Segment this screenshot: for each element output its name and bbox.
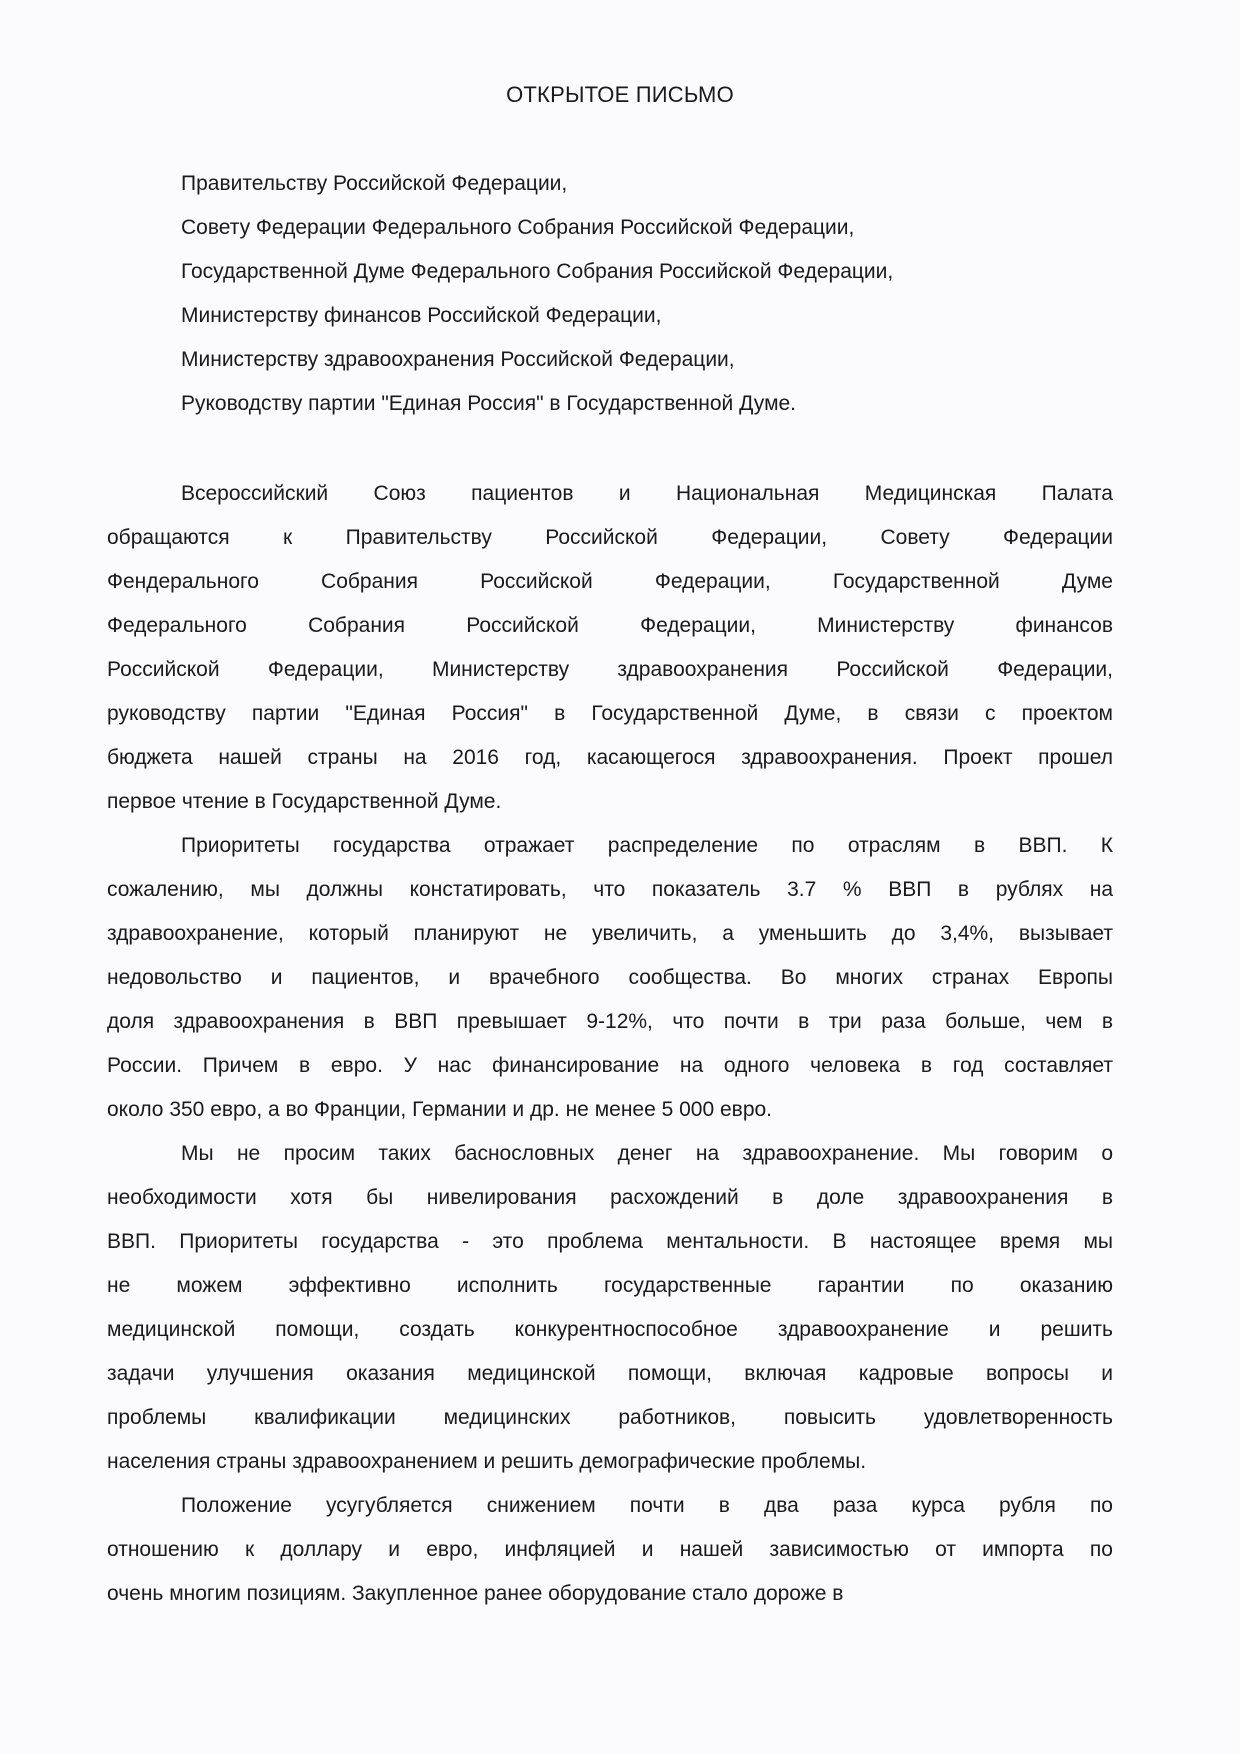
- body-paragraph: [107, 1132, 1113, 1484]
- paragraph-line: [107, 472, 1113, 516]
- paragraph-line: [107, 868, 1113, 912]
- line-text: Мы не просим таких баснословных денег на здравоохранение. Мы говорим о: [181, 1142, 1113, 1165]
- line-text: очень многим позициям. Закупленное ранее оборудование стало дороже в: [107, 1582, 844, 1605]
- line-text: недовольство и пациентов, и врачебного сообщества. Во многих странах Европы: [107, 966, 1113, 989]
- paragraph-line: [107, 1484, 1113, 1528]
- letter-body: [107, 472, 1113, 1616]
- line-text: бюджета нашей страны на 2016 год, касающегося здравоохранения. Проект прошел: [107, 746, 1113, 769]
- line-text: Всероссийский Союз пациентов и Национальная Медицинская Палата: [181, 482, 1113, 505]
- addressee-line: Правительству Российской Федерации,: [181, 172, 568, 195]
- paragraph-line: [107, 1132, 1113, 1176]
- line-text: ВВП. Приоритеты государства - это проблема ментальности. В настоящее время мы: [107, 1230, 1113, 1253]
- line-text: первое чтение в Государственной Думе.: [107, 790, 502, 813]
- paragraph-line: [107, 1220, 1113, 1264]
- line-text: проблемы квалификации медицинских работников, повысить удовлетворенность: [107, 1406, 1113, 1429]
- paragraph-line: [107, 1308, 1113, 1352]
- addressee-line: Государственной Думе Федерального Собрания Российской Федерации,: [181, 260, 894, 283]
- line-text: Фендерального Собрания Российской Федерации, Государственной Думе: [107, 570, 1113, 593]
- addressee-line: Министерству финансов Российской Федерации,: [181, 304, 662, 327]
- line-text: задачи улучшения оказания медицинской помощи, включая кадровые вопросы и: [107, 1362, 1113, 1385]
- paragraph-line: [107, 648, 1113, 692]
- paragraph-line: [107, 1396, 1113, 1440]
- document-title: ОТКРЫТОЕ ПИСЬМО: [506, 82, 734, 107]
- paragraph-line: [107, 1000, 1113, 1044]
- body-paragraph: [107, 472, 1113, 824]
- paragraph-line: [107, 1572, 1113, 1616]
- line-text: отношению к доллару и евро, инфляцией и нашей зависимостью от импорта по: [107, 1538, 1113, 1561]
- paragraph-line: [107, 1528, 1113, 1572]
- paragraph-line: [107, 1264, 1113, 1308]
- paragraph-line: [107, 824, 1113, 868]
- line-text: не можем эффективно исполнить государственные гарантии по оказанию: [107, 1274, 1113, 1297]
- line-text: Федерального Собрания Российской Федерации, Министерству финансов: [107, 614, 1113, 637]
- paragraph-line: [107, 516, 1113, 560]
- line-text: здравоохранение, который планируют не увеличить, а уменьшить до 3,4%, вызывает: [107, 922, 1113, 945]
- line-text: доля здравоохранения в ВВП превышает 9-12%, что почти в три раза больше, чем в: [107, 1010, 1113, 1033]
- paragraph-line: [107, 1352, 1113, 1396]
- line-text: руководству партии "Единая Россия" в Государственной Думе, в связи с проектом: [107, 702, 1113, 725]
- line-text: сожалению, мы должны констатировать, что показатель 3.7 % ВВП в рублях на: [107, 878, 1113, 901]
- line-text: необходимости хотя бы нивелирования расхождений в доле здравоохранения в: [107, 1186, 1113, 1209]
- paragraph-line: [107, 692, 1113, 736]
- addressee-line: Министерству здравоохранения Российской Федерации,: [181, 348, 735, 371]
- paragraph-line: [107, 912, 1113, 956]
- line-text: около 350 евро, а во Франции, Германии и др. не менее 5 000 евро.: [107, 1098, 773, 1121]
- body-paragraph: [107, 824, 1113, 1132]
- line-text: Положение усугубляется снижением почти в два раза курса рубля по: [181, 1494, 1113, 1517]
- body-paragraph: [107, 1484, 1113, 1616]
- paragraph-line: [107, 1176, 1113, 1220]
- paragraph-line: [107, 780, 1113, 824]
- line-text: Приоритеты государства отражает распределение по отраслям в ВВП. К: [181, 834, 1113, 857]
- paragraph-line: [107, 1044, 1113, 1088]
- paragraph-line: [107, 1088, 1113, 1132]
- line-text: России. Причем в евро. У нас финансирование на одного человека в год составляет: [107, 1054, 1113, 1077]
- paragraph-line: [107, 604, 1113, 648]
- paragraph-line: [107, 560, 1113, 604]
- paragraph-line: [107, 1440, 1113, 1484]
- paragraph-line: [107, 736, 1113, 780]
- addressee-line: Совету Федерации Федерального Собрания Российской Федерации,: [181, 216, 855, 239]
- addressee-line: Руководству партии "Единая Россия" в Государственной Думе.: [181, 392, 797, 415]
- line-text: медицинской помощи, создать конкурентноспособное здравоохранение и решить: [107, 1318, 1113, 1341]
- line-text: населения страны здравоохранением и решить демографические проблемы.: [107, 1450, 867, 1473]
- addressee-list: [181, 162, 893, 426]
- paragraph-line: [107, 956, 1113, 1000]
- line-text: обращаются к Правительству Российской Федерации, Совету Федерации: [107, 526, 1113, 549]
- line-text: Российской Федерации, Министерству здравоохранения Российской Федерации,: [107, 658, 1113, 681]
